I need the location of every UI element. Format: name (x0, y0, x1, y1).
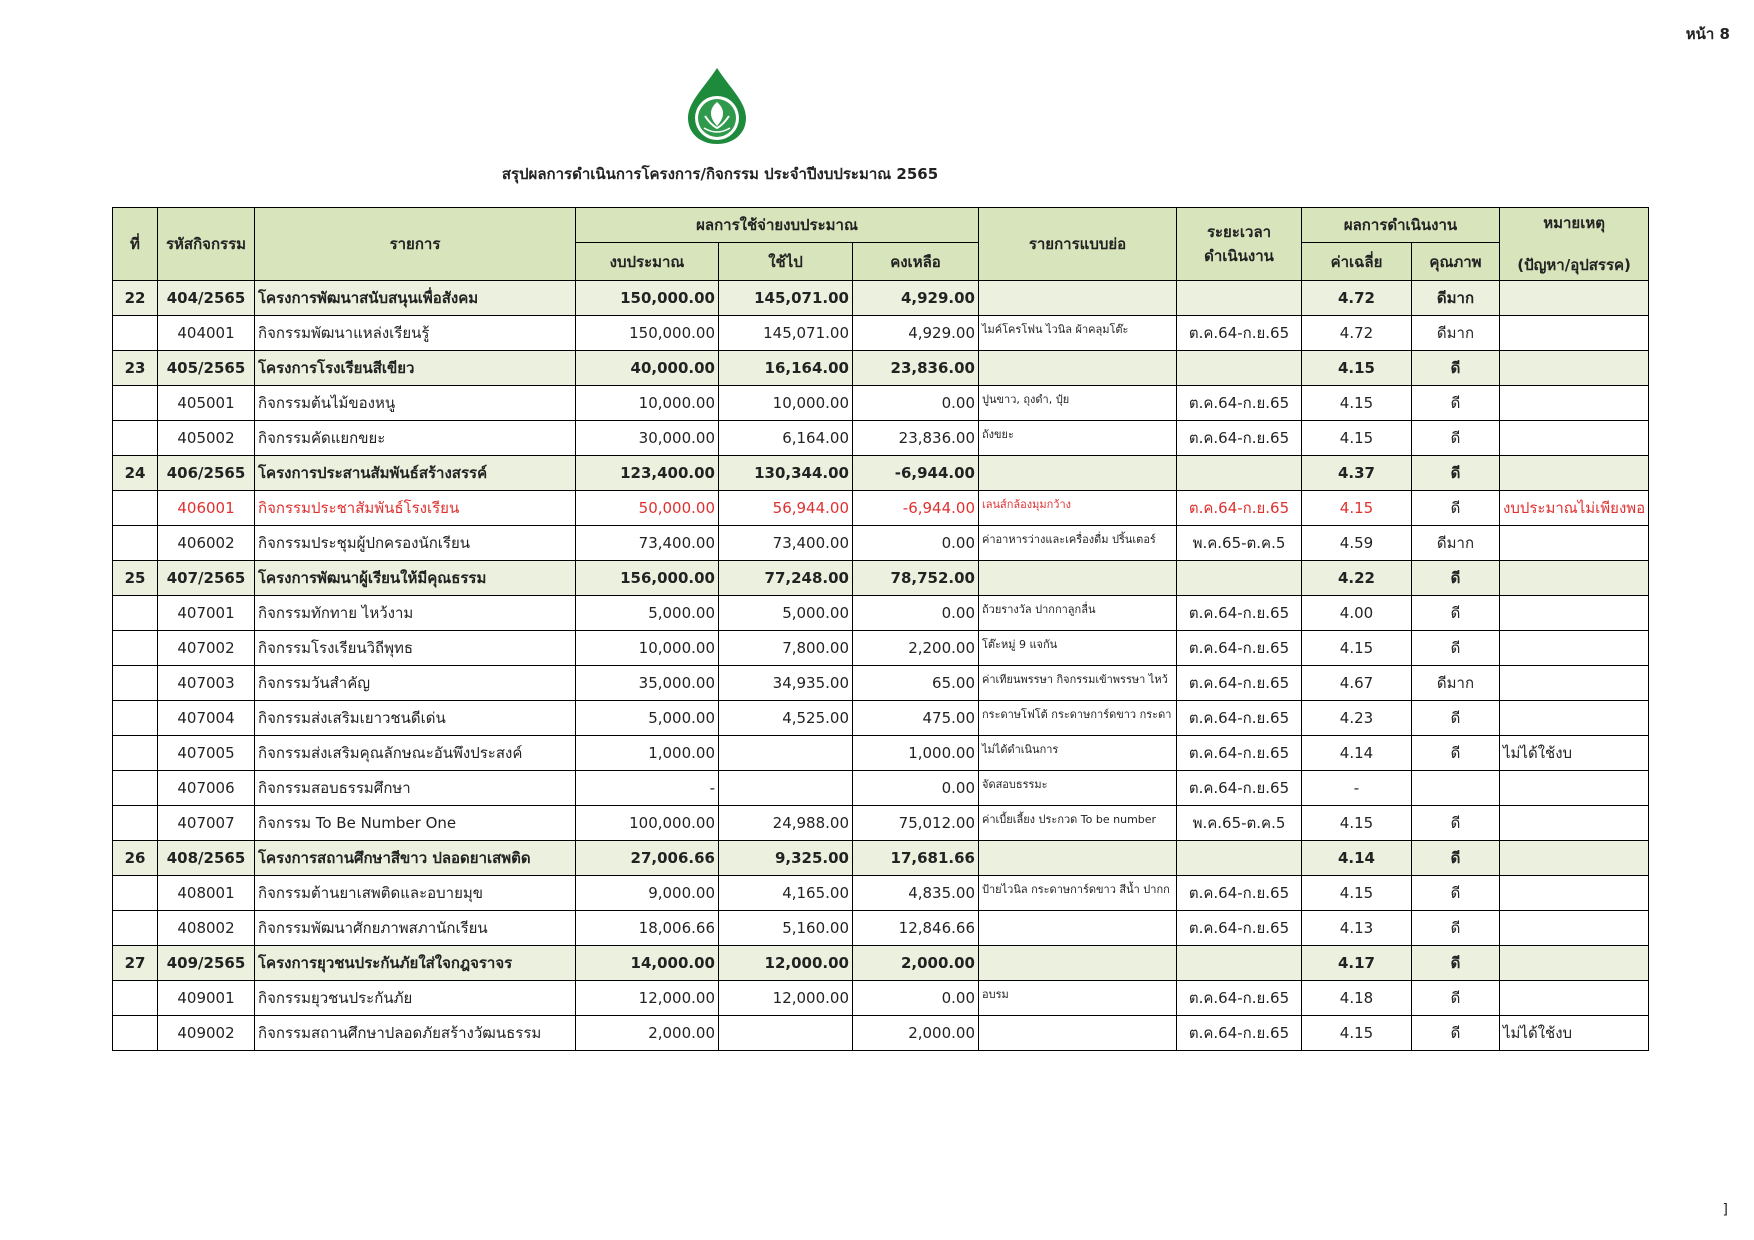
cell-code: 404/2565 (158, 281, 255, 316)
cell-quality: ดี (1412, 596, 1500, 631)
cell-note (1500, 526, 1649, 561)
activity-row (113, 596, 1649, 631)
cell-note (1500, 981, 1649, 1016)
cell-code: 404001 (158, 316, 255, 351)
activity-row (113, 911, 1649, 946)
cell-spent: 6,164.00 (719, 421, 853, 456)
project-row (113, 841, 1649, 876)
cell-quality: ดี (1412, 491, 1500, 526)
activity-row (113, 701, 1649, 736)
cell-name: กิจกรรมคัดแยกขยะ (255, 421, 576, 456)
cell-code: 407004 (158, 701, 255, 736)
header-period-line1: ระยะเวลา (1206, 223, 1272, 241)
cell-avg: 4.13 (1302, 911, 1412, 946)
cell-note: งบประมาณไม่เพียงพอ (1500, 491, 1649, 526)
cell-spent (719, 736, 853, 771)
cell-quality: ดี (1412, 841, 1500, 876)
cell-quality: ดี (1412, 631, 1500, 666)
cell-name: โครงการยุวชนประกันภัยใส่ใจกฎจราจร (255, 946, 576, 981)
cell-remaining: 0.00 (853, 981, 979, 1016)
cell-period: ต.ค.64-ก.ย.65 (1177, 316, 1302, 351)
cell-avg: 4.59 (1302, 526, 1412, 561)
cell-budget: 5,000.00 (576, 701, 719, 736)
cell-remaining: 0.00 (853, 596, 979, 631)
cell-spent: 10,000.00 (719, 386, 853, 421)
cell-note (1500, 946, 1649, 981)
cell-period: ต.ค.64-ก.ย.65 (1177, 596, 1302, 631)
cell-period: พ.ค.65-ต.ค.5 (1177, 526, 1302, 561)
activity-row (113, 666, 1649, 701)
cell-name: กิจกรรมพัฒนาแหล่งเรียนรู้ (255, 316, 576, 351)
cell-no (113, 911, 158, 946)
cell-budget: 10,000.00 (576, 386, 719, 421)
cell-budget: 1,000.00 (576, 736, 719, 771)
cell-remaining: 78,752.00 (853, 561, 979, 596)
project-row (113, 456, 1649, 491)
cell-no (113, 771, 158, 806)
cell-spent: 16,164.00 (719, 351, 853, 386)
cell-quality: ดีมาก (1412, 666, 1500, 701)
cell-spent: 73,400.00 (719, 526, 853, 561)
cell-avg: 4.37 (1302, 456, 1412, 491)
cell-brief (979, 281, 1177, 316)
school-logo (684, 66, 750, 146)
cell-remaining: 0.00 (853, 526, 979, 561)
activity-row (113, 421, 1649, 456)
cell-no (113, 736, 158, 771)
cell-budget: 150,000.00 (576, 281, 719, 316)
cell-brief (979, 841, 1177, 876)
cell-note (1500, 561, 1649, 596)
activity-row (113, 771, 1649, 806)
cell-note (1500, 806, 1649, 841)
cell-period (1177, 946, 1302, 981)
cell-avg: 4.15 (1302, 491, 1412, 526)
cell-remaining: 65.00 (853, 666, 979, 701)
cell-brief: ค่าอาหารว่างและเครื่องดื่ม ปริ้นเตอร์ (979, 526, 1177, 561)
cell-period: ต.ค.64-ก.ย.65 (1177, 421, 1302, 456)
cell-note (1500, 911, 1649, 946)
cell-code: 407002 (158, 631, 255, 666)
cell-name: กิจกรรมส่งเสริมคุณลักษณะอันพึงประสงค์ (255, 736, 576, 771)
cell-name: กิจกรรมส่งเสริมเยาวชนดีเด่น (255, 701, 576, 736)
cell-avg: 4.22 (1302, 561, 1412, 596)
cell-note: ไม่ได้ใช้งบ (1500, 1016, 1649, 1051)
project-row (113, 561, 1649, 596)
cell-brief: เลนส์กล้องมุมกว้าง (979, 491, 1177, 526)
cell-budget: 156,000.00 (576, 561, 719, 596)
cell-name: กิจกรรมสอบธรรมศึกษา (255, 771, 576, 806)
cell-brief (979, 1016, 1177, 1051)
cell-no (113, 316, 158, 351)
cell-note (1500, 701, 1649, 736)
cell-no: 25 (113, 561, 158, 596)
header-no: ที่ (113, 208, 158, 281)
cell-period: ต.ค.64-ก.ย.65 (1177, 666, 1302, 701)
header-result-group: ผลการดำเนินงาน (1302, 208, 1500, 243)
cell-brief: จัดสอบธรรมะ (979, 771, 1177, 806)
cell-quality: ดีมาก (1412, 526, 1500, 561)
cell-note (1500, 771, 1649, 806)
cell-period: ต.ค.64-ก.ย.65 (1177, 701, 1302, 736)
cell-remaining: 4,835.00 (853, 876, 979, 911)
cell-spent: 4,525.00 (719, 701, 853, 736)
cell-brief: ไม่ได้ดำเนินการ (979, 736, 1177, 771)
cell-remaining: -6,944.00 (853, 491, 979, 526)
cell-period: ต.ค.64-ก.ย.65 (1177, 386, 1302, 421)
cell-no (113, 526, 158, 561)
cell-brief (979, 946, 1177, 981)
cell-code: 409002 (158, 1016, 255, 1051)
cell-avg: 4.14 (1302, 841, 1412, 876)
cell-period: ต.ค.64-ก.ย.65 (1177, 981, 1302, 1016)
cell-code: 408/2565 (158, 841, 255, 876)
summary-table (112, 207, 1649, 1051)
cell-no: 24 (113, 456, 158, 491)
cell-budget: 123,400.00 (576, 456, 719, 491)
header-budget-group: ผลการใช้จ่ายงบประมาณ (576, 208, 979, 243)
cell-period: ต.ค.64-ก.ย.65 (1177, 1016, 1302, 1051)
cell-budget: 50,000.00 (576, 491, 719, 526)
cell-remaining: 23,836.00 (853, 351, 979, 386)
cell-code: 407003 (158, 666, 255, 701)
cell-no: 27 (113, 946, 158, 981)
cell-budget: 35,000.00 (576, 666, 719, 701)
cell-period (1177, 456, 1302, 491)
cell-code: 407005 (158, 736, 255, 771)
cell-brief (979, 561, 1177, 596)
cell-remaining: 0.00 (853, 386, 979, 421)
cell-brief: ถังขยะ (979, 421, 1177, 456)
cell-no: 22 (113, 281, 158, 316)
cell-name: กิจกรรมต้นไม้ของหนู (255, 386, 576, 421)
cell-name: โครงการพัฒนาสนับสนุนเพื่อสังคม (255, 281, 576, 316)
cell-name: กิจกรรมโรงเรียนวิถีพุทธ (255, 631, 576, 666)
cell-budget: 30,000.00 (576, 421, 719, 456)
cell-quality: ดี (1412, 386, 1500, 421)
cell-budget: 100,000.00 (576, 806, 719, 841)
cell-quality: ดี (1412, 736, 1500, 771)
cell-quality: ดี (1412, 701, 1500, 736)
activity-row (113, 876, 1649, 911)
cell-note (1500, 841, 1649, 876)
cell-no (113, 491, 158, 526)
cell-name: กิจกรรมพัฒนาศักยภาพสภานักเรียน (255, 911, 576, 946)
cell-quality: ดี (1412, 806, 1500, 841)
header-note (1500, 208, 1649, 281)
cell-spent (719, 771, 853, 806)
cell-spent (719, 1016, 853, 1051)
header-brief: รายการแบบย่อ (979, 208, 1177, 281)
cell-quality: ดี (1412, 561, 1500, 596)
cell-remaining: 2,200.00 (853, 631, 979, 666)
cell-quality: ดีมาก (1412, 281, 1500, 316)
cell-avg: 4.15 (1302, 351, 1412, 386)
cell-remaining: -6,944.00 (853, 456, 979, 491)
cell-period: ต.ค.64-ก.ย.65 (1177, 771, 1302, 806)
cell-name: โครงการสถานศึกษาสีขาว ปลอดยาเสพติด (255, 841, 576, 876)
activity-row (113, 981, 1649, 1016)
cell-avg: 4.72 (1302, 281, 1412, 316)
cell-brief (979, 456, 1177, 491)
cell-note (1500, 631, 1649, 666)
cell-code: 405001 (158, 386, 255, 421)
cell-remaining: 0.00 (853, 771, 979, 806)
cell-no: 23 (113, 351, 158, 386)
cell-remaining: 23,836.00 (853, 421, 979, 456)
activity-row (113, 491, 1649, 526)
cell-brief: ป้ายไวนิล กระดาษการ์ดขาว สีน้ำ ปากก (979, 876, 1177, 911)
cell-spent: 130,344.00 (719, 456, 853, 491)
cell-code: 406/2565 (158, 456, 255, 491)
cell-period: ต.ค.64-ก.ย.65 (1177, 491, 1302, 526)
cell-code: 409001 (158, 981, 255, 1016)
cell-budget: 12,000.00 (576, 981, 719, 1016)
activity-row (113, 1016, 1649, 1051)
cell-name: กิจกรรมสถานศึกษาปลอดภัยสร้างวัฒนธรรม (255, 1016, 576, 1051)
header-spent: ใช้ไป (719, 243, 853, 281)
cell-code: 407001 (158, 596, 255, 631)
cell-name: กิจกรรมต้านยาเสพติดและอบายมุข (255, 876, 576, 911)
cell-period (1177, 841, 1302, 876)
table-body (113, 281, 1649, 1051)
cell-note (1500, 876, 1649, 911)
cell-remaining: 2,000.00 (853, 946, 979, 981)
cell-remaining: 4,929.00 (853, 316, 979, 351)
cell-brief (979, 351, 1177, 386)
cell-brief: ถ้วยรางวัล ปากกาลูกลื่น (979, 596, 1177, 631)
cell-quality: ดี (1412, 946, 1500, 981)
cell-avg: 4.18 (1302, 981, 1412, 1016)
cell-spent: 9,325.00 (719, 841, 853, 876)
activity-row (113, 806, 1649, 841)
cell-quality: ดี (1412, 421, 1500, 456)
cell-period: ต.ค.64-ก.ย.65 (1177, 876, 1302, 911)
cell-avg: 4.15 (1302, 386, 1412, 421)
cell-avg: 4.23 (1302, 701, 1412, 736)
cell-budget: 10,000.00 (576, 631, 719, 666)
header-remaining: คงเหลือ (853, 243, 979, 281)
project-row (113, 946, 1649, 981)
cell-code: 406002 (158, 526, 255, 561)
cell-note (1500, 281, 1649, 316)
cell-brief: อบรม (979, 981, 1177, 1016)
cell-code: 406001 (158, 491, 255, 526)
page-number: หน้า 8 (1685, 25, 1730, 43)
cell-budget: 14,000.00 (576, 946, 719, 981)
cell-budget: 150,000.00 (576, 316, 719, 351)
cell-name: กิจกรรม To Be Number One (255, 806, 576, 841)
cell-no: 26 (113, 841, 158, 876)
cell-avg: 4.72 (1302, 316, 1412, 351)
cell-remaining: 2,000.00 (853, 1016, 979, 1051)
header-note-line1: หมายเหตุ (1543, 214, 1605, 232)
cell-brief: ค่าเบี้ยเลี้ยง ประกวด To be number (979, 806, 1177, 841)
cell-no (113, 981, 158, 1016)
corner-mark: ] (1722, 1202, 1728, 1218)
cell-budget: 5,000.00 (576, 596, 719, 631)
cell-period (1177, 561, 1302, 596)
cell-quality: ดี (1412, 456, 1500, 491)
cell-name: กิจกรรมทักทาย ไหว้งาม (255, 596, 576, 631)
cell-brief: โต๊ะหมู่ 9 แจกัน (979, 631, 1177, 666)
cell-avg: - (1302, 771, 1412, 806)
header-period (1177, 208, 1302, 281)
cell-brief: ปูนขาว, ถุงดำ, ปุ๋ย (979, 386, 1177, 421)
cell-quality: ดี (1412, 981, 1500, 1016)
cell-avg: 4.17 (1302, 946, 1412, 981)
cell-note (1500, 456, 1649, 491)
cell-avg: 4.67 (1302, 666, 1412, 701)
cell-note: ไม่ได้ใช้งบ (1500, 736, 1649, 771)
cell-period (1177, 351, 1302, 386)
cell-spent: 24,988.00 (719, 806, 853, 841)
activity-row (113, 386, 1649, 421)
cell-avg: 4.15 (1302, 421, 1412, 456)
cell-no (113, 876, 158, 911)
cell-code: 407007 (158, 806, 255, 841)
cell-name: กิจกรรมวันสำคัญ (255, 666, 576, 701)
cell-spent: 34,935.00 (719, 666, 853, 701)
cell-code: 408002 (158, 911, 255, 946)
cell-avg: 4.15 (1302, 876, 1412, 911)
cell-avg: 4.15 (1302, 806, 1412, 841)
cell-quality: ดีมาก (1412, 316, 1500, 351)
cell-spent: 12,000.00 (719, 981, 853, 1016)
cell-budget: - (576, 771, 719, 806)
cell-remaining: 12,846.66 (853, 911, 979, 946)
cell-no (113, 631, 158, 666)
cell-code: 405/2565 (158, 351, 255, 386)
cell-budget: 2,000.00 (576, 1016, 719, 1051)
cell-note (1500, 596, 1649, 631)
cell-name: โครงการโรงเรียนสีเขียว (255, 351, 576, 386)
header-code: รหัสกิจกรรม (158, 208, 255, 281)
cell-spent: 7,800.00 (719, 631, 853, 666)
project-row (113, 351, 1649, 386)
header-note-line2: (ปัญหา/อุปสรรค) (1517, 256, 1631, 274)
cell-name: โครงการประสานสัมพันธ์สร้างสรรค์ (255, 456, 576, 491)
header-avg: ค่าเฉลี่ย (1302, 243, 1412, 281)
cell-name: กิจกรรมยุวชนประกันภัย (255, 981, 576, 1016)
cell-avg: 4.15 (1302, 1016, 1412, 1051)
cell-code: 407006 (158, 771, 255, 806)
cell-brief: ค่าเทียนพรรษา กิจกรรมเข้าพรรษา ไหว้ (979, 666, 1177, 701)
cell-spent: 77,248.00 (719, 561, 853, 596)
cell-quality (1412, 771, 1500, 806)
cell-spent: 5,000.00 (719, 596, 853, 631)
cell-spent: 12,000.00 (719, 946, 853, 981)
cell-remaining: 17,681.66 (853, 841, 979, 876)
cell-note (1500, 421, 1649, 456)
cell-budget: 9,000.00 (576, 876, 719, 911)
cell-spent: 56,944.00 (719, 491, 853, 526)
cell-brief: กระดาษโฟโต้ กระดาษการ์ดขาว กระดา (979, 701, 1177, 736)
cell-budget: 40,000.00 (576, 351, 719, 386)
activity-row (113, 736, 1649, 771)
cell-remaining: 475.00 (853, 701, 979, 736)
project-row (113, 281, 1649, 316)
page-title: สรุปผลการดำเนินการโครงการ/กิจกรรม ประจำปีงบประมาณ 2565 (501, 165, 939, 183)
cell-code: 405002 (158, 421, 255, 456)
cell-avg: 4.00 (1302, 596, 1412, 631)
cell-period: ต.ค.64-ก.ย.65 (1177, 911, 1302, 946)
cell-budget: 18,006.66 (576, 911, 719, 946)
header-period-line2: ดำเนินงาน (1204, 247, 1274, 265)
cell-remaining: 75,012.00 (853, 806, 979, 841)
cell-no (113, 386, 158, 421)
cell-remaining: 1,000.00 (853, 736, 979, 771)
cell-period (1177, 281, 1302, 316)
cell-code: 407/2565 (158, 561, 255, 596)
cell-quality: ดี (1412, 876, 1500, 911)
cell-note (1500, 386, 1649, 421)
cell-avg: 4.15 (1302, 631, 1412, 666)
cell-no (113, 701, 158, 736)
cell-period: ต.ค.64-ก.ย.65 (1177, 736, 1302, 771)
cell-code: 408001 (158, 876, 255, 911)
cell-spent: 145,071.00 (719, 316, 853, 351)
cell-note (1500, 666, 1649, 701)
cell-quality: ดี (1412, 911, 1500, 946)
cell-no (113, 421, 158, 456)
cell-quality: ดี (1412, 1016, 1500, 1051)
cell-note (1500, 316, 1649, 351)
cell-avg: 4.14 (1302, 736, 1412, 771)
cell-note (1500, 351, 1649, 386)
cell-name: กิจกรรมประชาสัมพันธ์โรงเรียน (255, 491, 576, 526)
activity-row (113, 316, 1649, 351)
cell-code: 409/2565 (158, 946, 255, 981)
cell-spent: 145,071.00 (719, 281, 853, 316)
cell-no (113, 806, 158, 841)
cell-quality: ดี (1412, 351, 1500, 386)
cell-no (113, 596, 158, 631)
header-budget: งบประมาณ (576, 243, 719, 281)
cell-period: พ.ค.65-ต.ค.5 (1177, 806, 1302, 841)
header-item: รายการ (255, 208, 576, 281)
cell-period: ต.ค.64-ก.ย.65 (1177, 631, 1302, 666)
cell-name: โครงการพัฒนาผู้เรียนให้มีคุณธรรม (255, 561, 576, 596)
cell-remaining: 4,929.00 (853, 281, 979, 316)
cell-no (113, 666, 158, 701)
cell-spent: 5,160.00 (719, 911, 853, 946)
header-quality: คุณภาพ (1412, 243, 1500, 281)
cell-spent: 4,165.00 (719, 876, 853, 911)
cell-brief: ไมค์โครโฟน ไวนิล ผ้าคลุมโต๊ะ (979, 316, 1177, 351)
cell-no (113, 1016, 158, 1051)
cell-name: กิจกรรมประชุมผู้ปกครองนักเรียน (255, 526, 576, 561)
activity-row (113, 526, 1649, 561)
activity-row (113, 631, 1649, 666)
cell-budget: 73,400.00 (576, 526, 719, 561)
cell-brief (979, 911, 1177, 946)
cell-budget: 27,006.66 (576, 841, 719, 876)
